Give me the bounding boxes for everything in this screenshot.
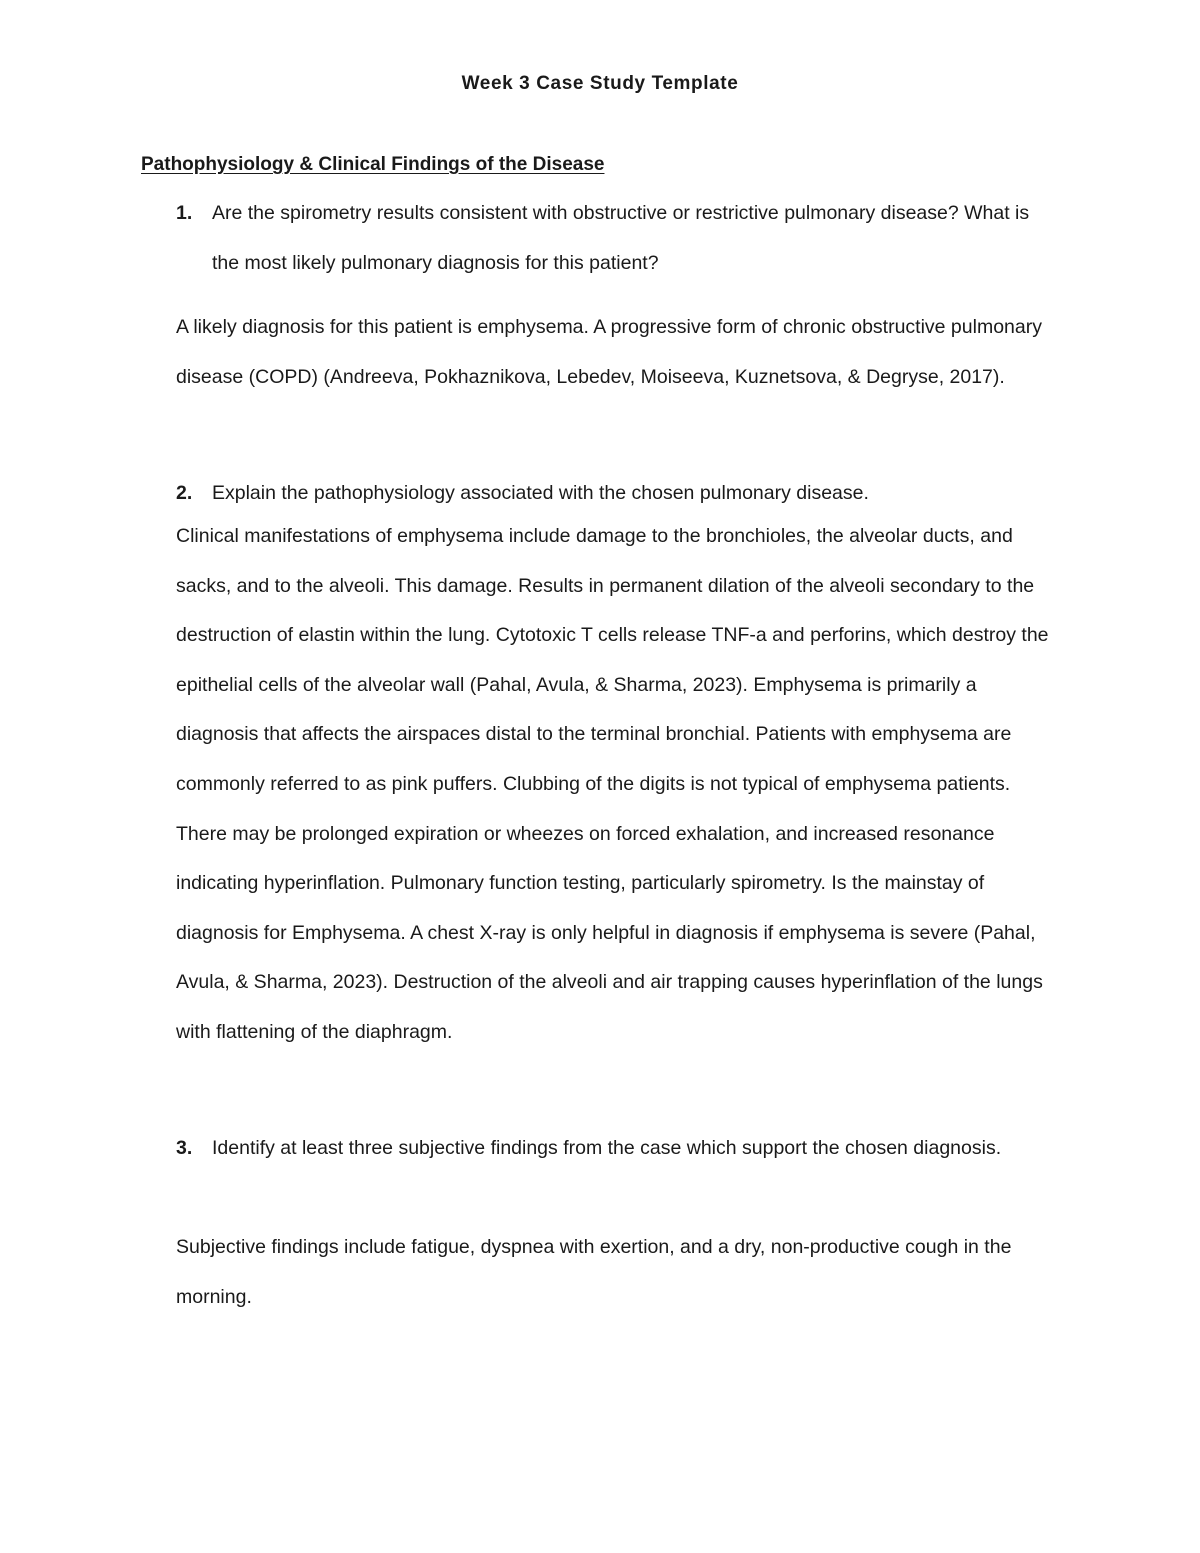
question-text: Identify at least three subjective findings from the case which support the chosen diagnosis. — [212, 1137, 1002, 1159]
answer-1: A likely diagnosis for this patient is emphysema. A progressive form of chronic obstructive pulmonary disease (COPD) (Andreeva, Pokhaznikova, Lebedev, Moiseeva, Kuznetsova, & Degryse, 2017). — [176, 316, 1042, 388]
question-text: Are the spirometry results consistent with obstructive or restrictive pulmonary disease? What is the most likely pulmonary diagnosis for this patient? — [212, 202, 1030, 274]
question-3 — [176, 1123, 1056, 1173]
answer-2: Clinical manifestations of emphysema include damage to the bronchioles, the alveolar ducts, and sacks, and to the alveoli. This damage. Results in permanent dilation of the alveoli secondary to the destruction of elastin within the lung. Cytotoxic T cells release TNF-a and perforins, which destroy the epithelial cells of the alveolar wall (Pahal, Avula, & Sharma, 2023). Emphysema is primarily a diagnosis that affects the airspaces distal to the terminal bronchial. Patients with emphysema are commonly referred to as pink puffers. Clubbing of the digits is not typical of emphysema patients. There may be prolonged expiration or wheezes on forced exhalation, and increased resonance indicating hyperinflation. Pulmonary function testing, particularly spirometry. Is the mainstay of diagnosis for Emphysema. A chest X-ray is only helpful in diagnosis if emphysema is severe (Pahal, Avula, & Sharma, 2023). Destruction of the alveoli and air trapping causes hyperinflation of the lungs with flattening of the diaphragm. — [176, 525, 1049, 1043]
section-heading: Pathophysiology & Clinical Findings of the Disease — [141, 154, 605, 175]
question-text: Explain the pathophysiology associated with the chosen pulmonary disease. — [212, 482, 869, 504]
question-2 — [176, 468, 1056, 518]
question-1 — [176, 188, 1056, 288]
question-number: 3. — [176, 1137, 193, 1159]
question-number: 1. — [176, 202, 193, 224]
answer-3: Subjective findings include fatigue, dyspnea with exertion, and a dry, non-productive cough in the morning. — [176, 1236, 1012, 1308]
document-title: Week 3 Case Study Template — [461, 73, 739, 94]
question-number: 2. — [176, 482, 193, 504]
